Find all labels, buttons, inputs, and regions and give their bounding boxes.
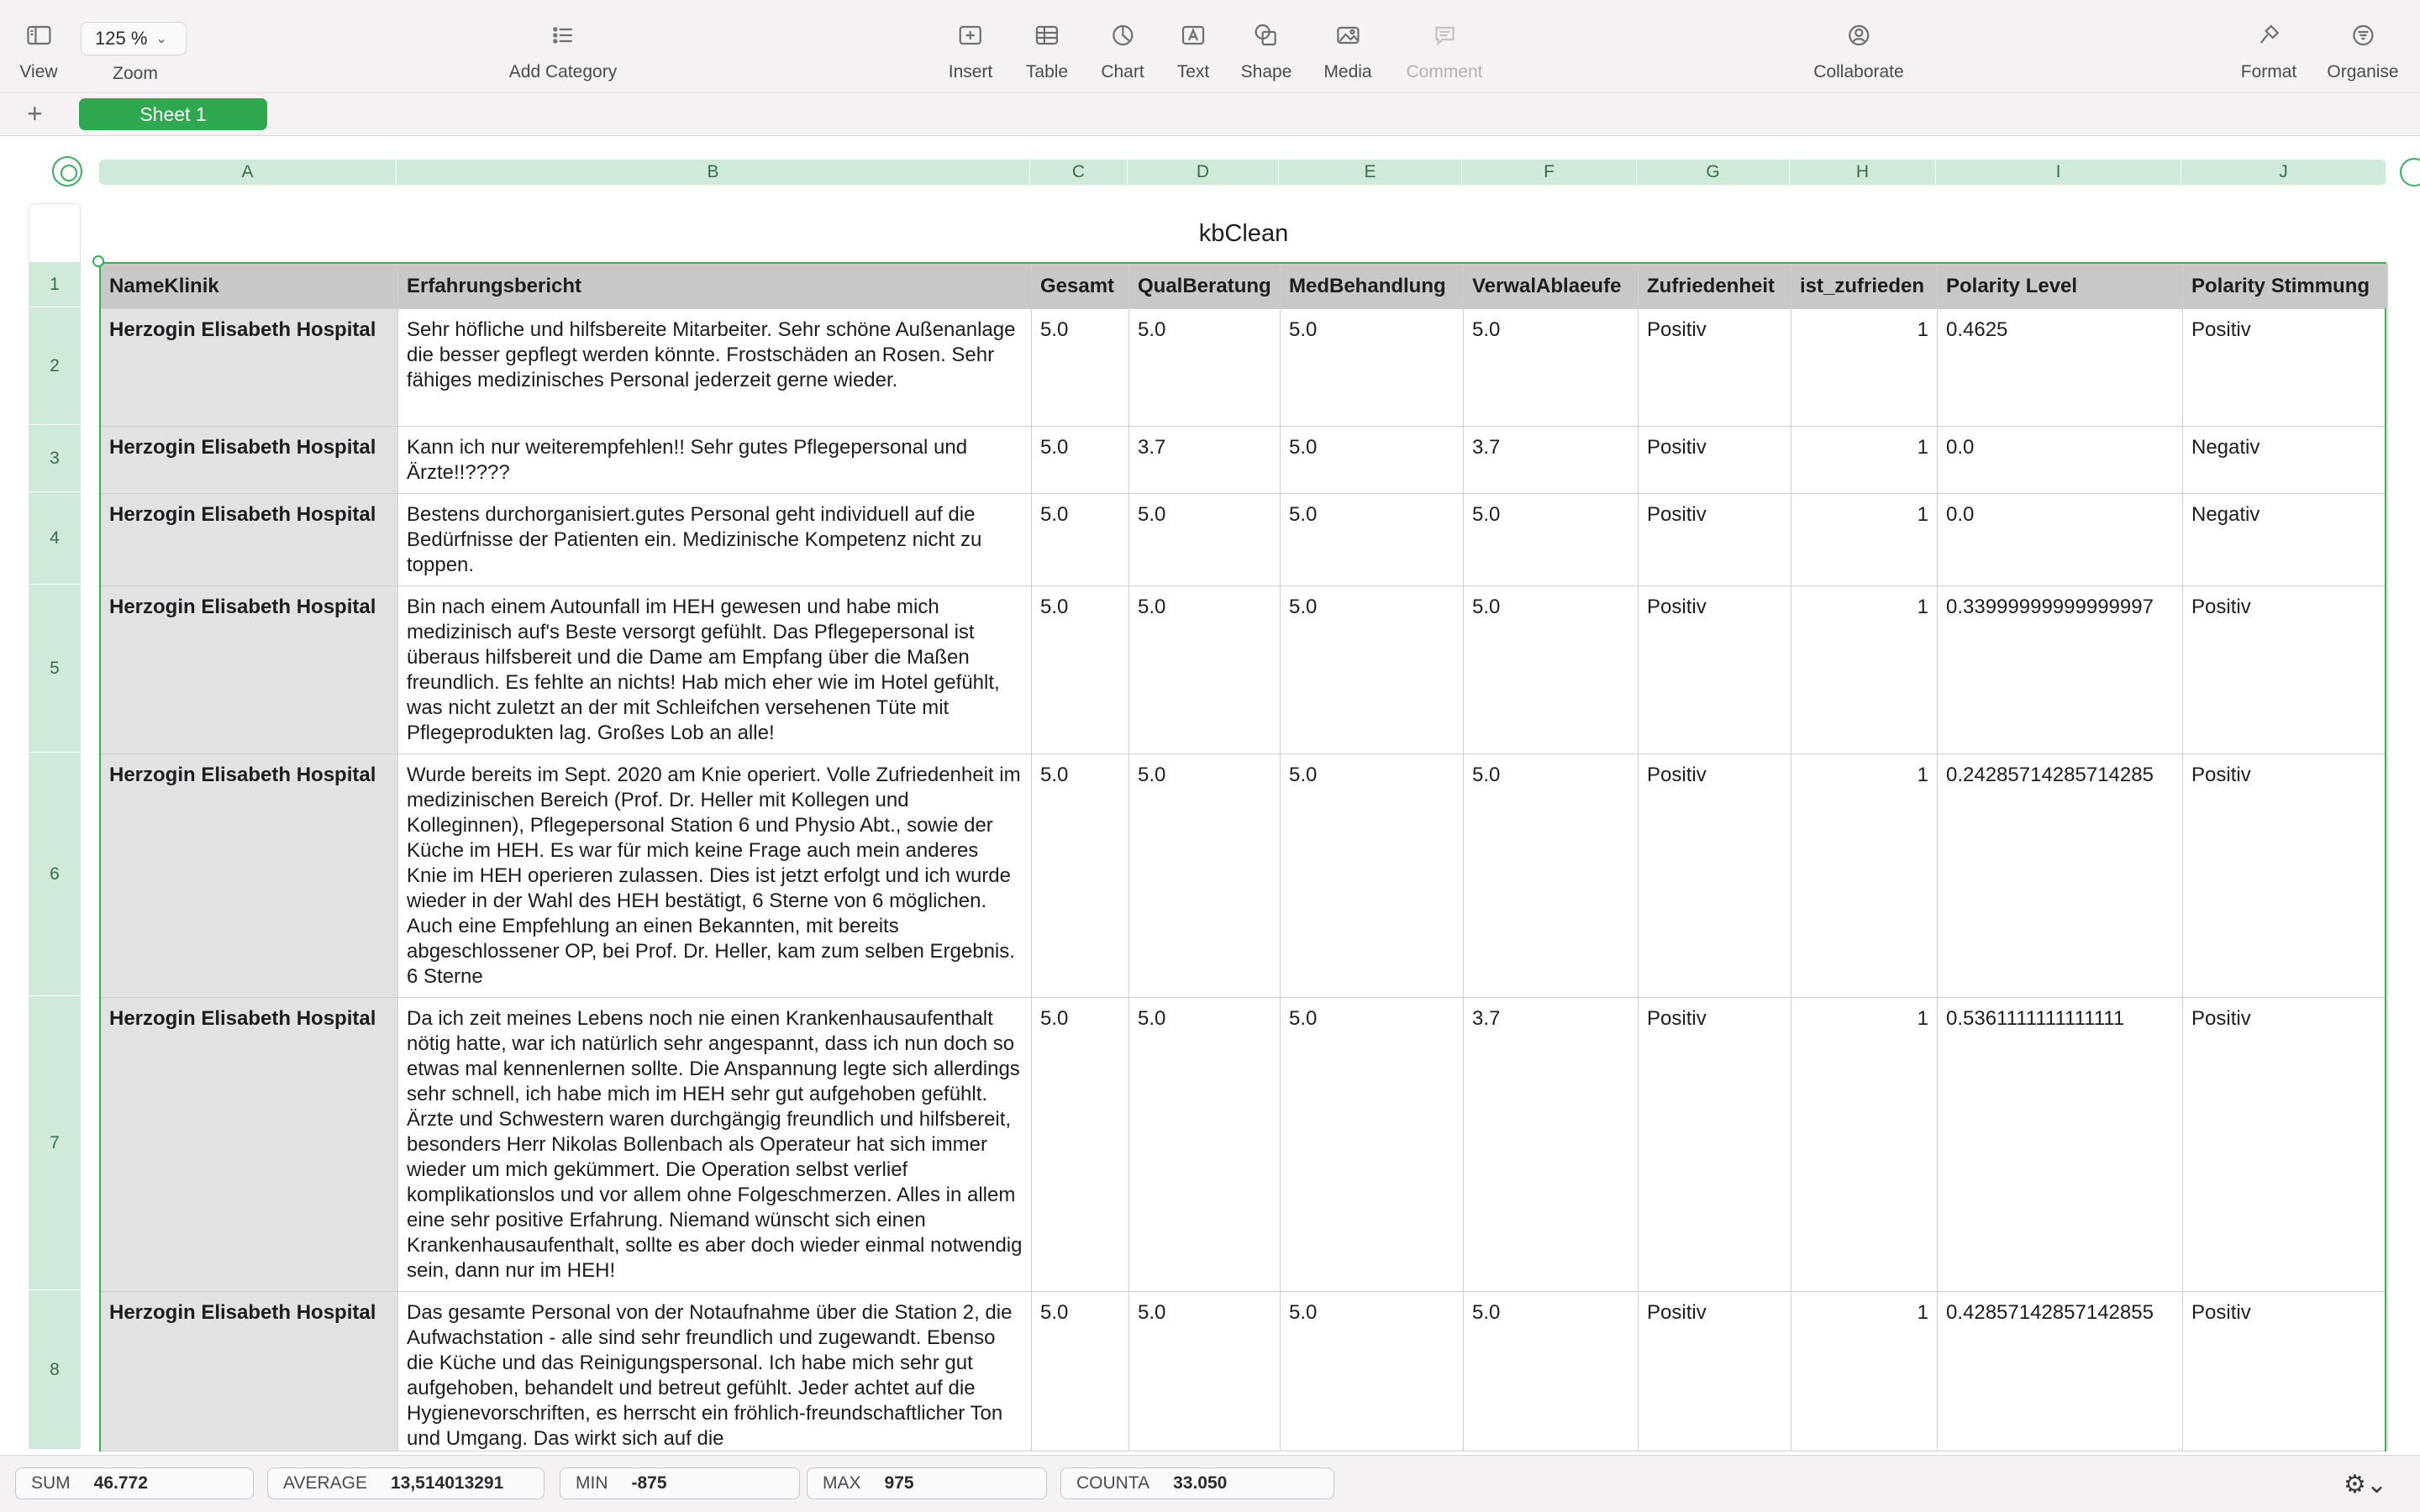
view-button[interactable] <box>19 18 57 82</box>
table-cell[interactable]: 5.0 <box>1129 586 1281 753</box>
row-header-7[interactable]: 7 <box>29 996 81 1290</box>
counta-stat[interactable] <box>1060 1467 1334 1499</box>
add-column-handle[interactable] <box>2400 158 2420 186</box>
photo-icon <box>1331 18 1365 52</box>
table-cell[interactable]: Negativ <box>2183 494 2388 585</box>
toolbar <box>0 0 2420 92</box>
paintbrush-icon <box>2252 18 2286 52</box>
table-cell[interactable]: 1 <box>1791 586 1938 753</box>
counta-value: 33.050 <box>1173 1473 1228 1493</box>
table-cell[interactable]: Positiv <box>2183 586 2388 753</box>
table-row <box>101 494 2385 586</box>
table-cell[interactable]: Positiv <box>2183 754 2388 997</box>
shape-icon <box>1249 18 1283 52</box>
column-header-h[interactable]: H <box>1790 160 1936 185</box>
table-cell[interactable]: 5.0 <box>1464 1292 1639 1451</box>
table-cell[interactable]: 5.0 <box>1129 754 1281 997</box>
column-header-b[interactable]: B <box>397 160 1030 185</box>
sidebar-icon <box>22 18 55 52</box>
table-header-row <box>101 264 2385 309</box>
table-cell[interactable]: Das gesamte Personal von der Notaufnahme über die Station 2, die Aufwachstation - alle sind sehr freundlich und zugewandt. Ebenso die Küche und das Reinigungspersonal. Ich habe mich sehr gut aufgehoben, behandelt und betreut gefühlt. Jeder achtet auf die Hygienevorschriften, es herrscht ein fröhlich-freundschaftlicher Ton und Umgang. Das wirkt sich auf die <box>398 1292 1032 1451</box>
zoom-label: Zoom <box>113 64 158 83</box>
text-button[interactable] <box>1176 18 1210 82</box>
format-button[interactable] <box>2241 18 2297 82</box>
row-header-8[interactable]: 8 <box>29 1290 81 1450</box>
collaborate-label: Collaborate <box>1813 62 1904 81</box>
header-cell[interactable]: Zufriedenheit <box>1639 264 1791 308</box>
table-cell[interactable]: 5.0 <box>1129 998 1281 1291</box>
row-header-corner <box>29 203 81 264</box>
organise-label: Organise <box>2327 62 2399 81</box>
row-header-5[interactable]: 5 <box>29 585 81 753</box>
chart-button[interactable] <box>1101 18 1144 82</box>
table-cell[interactable]: Herzogin Elisabeth Hospital <box>101 427 398 493</box>
header-cell[interactable]: Gesamt <box>1032 264 1129 308</box>
table-cell[interactable]: 0.42857142857142855 <box>1938 1292 2183 1451</box>
table-cell[interactable]: Positiv <box>1639 1292 1791 1451</box>
table-cell[interactable]: Herzogin Elisabeth Hospital <box>101 998 398 1291</box>
table-label: Table <box>1025 62 1069 81</box>
table-cell[interactable]: Herzogin Elisabeth Hospital <box>101 754 398 997</box>
table-cell[interactable]: 1 <box>1791 494 1938 585</box>
collaborate-button[interactable] <box>1813 18 1903 82</box>
table-cell[interactable]: 5.0 <box>1464 309 1639 426</box>
table-cell[interactable]: 0.0 <box>1938 494 2183 585</box>
organise-icon <box>2346 18 2380 52</box>
row-header-2[interactable]: 2 <box>29 307 81 425</box>
table-cell[interactable]: 5.0 <box>1464 494 1639 585</box>
table-cell[interactable]: Bestens durchorganisiert.gutes Personal geht individuell auf die Bedürfnisse der Patienten ein. Medizinische Kompetenz nicht zu toppen. <box>398 494 1032 585</box>
header-cell[interactable]: Erfahrungsbericht <box>398 264 1032 308</box>
header-cell[interactable]: Polarity Stimmung <box>2183 264 2388 308</box>
organise-button[interactable] <box>2327 18 2398 82</box>
column-header-e[interactable]: E <box>1279 160 1462 185</box>
column-header-g[interactable]: G <box>1637 160 1790 185</box>
column-header-d[interactable]: D <box>1128 160 1279 185</box>
table-cell[interactable]: 1 <box>1791 1292 1938 1451</box>
table-cell[interactable]: 5.0 <box>1281 754 1464 997</box>
average-stat[interactable] <box>267 1467 544 1499</box>
table-cell[interactable]: Positiv <box>1639 998 1791 1291</box>
chart-label: Chart <box>1101 62 1144 81</box>
comment-label: Comment <box>1406 62 1483 81</box>
table-cell[interactable]: Positiv <box>2183 998 2388 1291</box>
table-cell[interactable]: Herzogin Elisabeth Hospital <box>101 494 398 585</box>
tab-sheet-1[interactable]: Sheet 1 <box>79 98 267 130</box>
header-cell[interactable]: QualBeratung <box>1129 264 1281 308</box>
table-cell[interactable]: 3.7 <box>1464 427 1639 493</box>
table-button[interactable] <box>1026 18 1068 82</box>
table-row <box>101 309 2385 427</box>
list-icon <box>546 18 580 52</box>
table-cell[interactable]: Sehr höfliche und hilfsbereite Mitarbeiter. Sehr schöne Außenanlage die besser gepflegt werden könnte. Frostschäden an Rosen. Sehr fähiges medizinisches Personal jederzeit gerne wieder. <box>398 309 1032 426</box>
header-cell[interactable]: ist_zufrieden <box>1791 264 1938 308</box>
media-label: Media <box>1323 62 1372 81</box>
table-cell[interactable]: Herzogin Elisabeth Hospital <box>101 586 398 753</box>
table-cell[interactable]: 0.33999999999999997 <box>1938 586 2183 753</box>
column-header-j[interactable]: J <box>2181 160 2386 185</box>
table-icon <box>1030 18 1064 52</box>
table-cell[interactable]: 1 <box>1791 427 1938 493</box>
table-cell[interactable]: 5.0 <box>1032 309 1129 426</box>
table-cell[interactable]: Positiv <box>1639 494 1791 585</box>
table-cell[interactable]: 1 <box>1791 998 1938 1291</box>
average-label: AVERAGE <box>283 1473 367 1493</box>
shape-button[interactable] <box>1241 18 1292 82</box>
table-cell[interactable]: Positiv <box>2183 1292 2388 1451</box>
media-button[interactable] <box>1323 18 1371 82</box>
table-cell[interactable]: 5.0 <box>1032 427 1129 493</box>
status-bar <box>0 1455 2420 1512</box>
table-row <box>101 586 2385 754</box>
column-header-f[interactable]: F <box>1462 160 1637 185</box>
table-cell[interactable]: Herzogin Elisabeth Hospital <box>101 1292 398 1451</box>
table-cell[interactable]: Positiv <box>1639 586 1791 753</box>
table-cell[interactable]: 5.0 <box>1032 586 1129 753</box>
average-value: 13,514013291 <box>390 1473 504 1493</box>
table-cell[interactable]: 5.0 <box>1032 494 1129 585</box>
data-table <box>99 262 2386 1452</box>
min-stat[interactable] <box>560 1467 800 1499</box>
select-all-handle[interactable] <box>52 156 82 186</box>
column-header-c[interactable]: C <box>1030 160 1128 185</box>
min-value: -875 <box>631 1473 667 1493</box>
table-cell[interactable]: 5.0 <box>1281 309 1464 426</box>
add-category-label: Add Category <box>508 62 618 81</box>
table-cell[interactable]: Bin nach einem Autounfall im HEH gewesen und habe mich medizinisch auf's Beste versorgt gefühlt. Das Pflegepersonal ist überaus hilfsbereit und die Dame am Empfang über die Maßen freundlich. Es fehlte an nichts! Hab mich eher wie im Hotel gefühlt, was nicht zuletzt an der mit Schleifchen versehenen Tüte mit Pflegeprodukten lag. Großes Lob an alle! <box>398 586 1032 753</box>
table-cell[interactable]: 5.0 <box>1032 998 1129 1291</box>
text-label: Text <box>1176 62 1210 81</box>
shape-label: Shape <box>1240 62 1292 81</box>
insert-label: Insert <box>948 62 993 81</box>
table-cell[interactable]: 0.0 <box>1938 427 2183 493</box>
add-sheet-button[interactable]: + <box>27 98 43 129</box>
counta-label: COUNTA <box>1076 1473 1150 1493</box>
table-cell[interactable]: 1 <box>1791 309 1938 426</box>
table-title[interactable]: kbClean <box>1198 220 1289 247</box>
format-label: Format <box>2240 62 2297 81</box>
max-label: MAX <box>823 1473 861 1493</box>
table-cell[interactable]: 5.0 <box>1281 586 1464 753</box>
comment-button[interactable] <box>1406 18 1482 82</box>
collaborate-icon <box>1842 18 1876 52</box>
insert-button[interactable] <box>949 18 993 82</box>
table-cell[interactable]: 0.24285714285714285 <box>1938 754 2183 997</box>
table-row <box>101 754 2385 998</box>
header-cell[interactable]: MedBehandlung <box>1281 264 1464 308</box>
table-row <box>101 998 2385 1292</box>
chevron-down-icon: ⌄ <box>155 32 167 46</box>
header-cell[interactable]: Polarity Level <box>1938 264 2183 308</box>
table-cell[interactable]: 3.7 <box>1464 998 1639 1291</box>
spreadsheet-canvas <box>0 136 2420 1455</box>
row-header-1[interactable]: 1 <box>29 262 81 307</box>
table-cell[interactable]: 3.7 <box>1129 427 1281 493</box>
table-cell[interactable]: 5.0 <box>1281 998 1464 1291</box>
header-cell[interactable]: VerwalAblaeufe <box>1464 264 1639 308</box>
column-header-a[interactable]: A <box>99 160 397 185</box>
column-header-i[interactable]: I <box>1936 160 2181 185</box>
table-cell[interactable]: Wurde bereits im Sept. 2020 am Knie operiert. Volle Zufriedenheit im medizinischen Bereich (Prof. Dr. Heller mit Kollegen und Kolleginnen), Pflegepersonal Station 6 und Physio Abt., sowie der Küche im HEH. Es war für mich keine Frage auch mein anderes Knie im HEH operieren zulassen. Dies ist jetzt erfolgt und ich wurde wieder in der Wahl des HEH bestätigt, 6 Sterne von 6 möglichen. Auch eine Empfehlung an einen Bekannten, mit bereits abgeschlossener OP, bei Prof. Dr. Heller, kam zum selben Ergebnis. 6 Sterne <box>398 754 1032 997</box>
table-cell[interactable]: 5.0 <box>1281 427 1464 493</box>
row-header-6[interactable]: 6 <box>29 753 81 996</box>
table-cell[interactable]: 5.0 <box>1032 1292 1129 1451</box>
max-value: 975 <box>884 1473 914 1493</box>
table-row <box>101 1292 2385 1452</box>
table-cell[interactable]: 5.0 <box>1129 1292 1281 1451</box>
table-cell[interactable]: 5.0 <box>1464 586 1639 753</box>
view-label: View <box>19 62 58 81</box>
table-move-handle[interactable] <box>92 255 104 267</box>
sum-stat[interactable] <box>15 1467 254 1499</box>
add-category-button[interactable] <box>509 18 617 82</box>
text-box-icon <box>1176 18 1210 52</box>
row-header-4[interactable]: 4 <box>29 492 81 585</box>
table-cell[interactable]: 5.0 <box>1281 494 1464 585</box>
table-row <box>101 427 2385 494</box>
pie-chart-icon <box>1106 18 1139 52</box>
sum-value: 46.772 <box>93 1473 148 1493</box>
table-cell[interactable]: Negativ <box>2183 427 2388 493</box>
table-cell[interactable]: Positiv <box>1639 754 1791 997</box>
gear-icon[interactable]: ⚙⌄ <box>2343 1470 2388 1499</box>
zoom-value: 125 % <box>95 28 148 49</box>
table-cell[interactable]: 5.0 <box>1032 754 1129 997</box>
insert-icon <box>954 18 987 52</box>
table-cell[interactable]: 5.0 <box>1129 494 1281 585</box>
table-cell[interactable]: Positiv <box>1639 427 1791 493</box>
table-cell[interactable]: 0.5361111111111111 <box>1938 998 2183 1291</box>
table-cell[interactable]: Kann ich nur weiterempfehlen!! Sehr gutes Pflegepersonal und Ärzte!!???? <box>398 427 1032 493</box>
row-header-3[interactable]: 3 <box>29 425 81 492</box>
table-cell[interactable]: 5.0 <box>1281 1292 1464 1451</box>
sheet-tab-bar <box>0 92 2420 136</box>
column-header-bar <box>99 160 2386 185</box>
max-stat[interactable] <box>807 1467 1047 1499</box>
table-cell[interactable]: Herzogin Elisabeth Hospital <box>101 309 398 426</box>
comment-icon <box>1428 18 1461 52</box>
table-cell[interactable]: Da ich zeit meines Lebens noch nie einen Krankenhausaufenthalt nötig hatte, war ich natürlich sehr angespannt, dass ich nun doch so etwas mal kennenlernen sollte. Die Anspannung legte sich allerdings sehr schnell, ich habe mich im HEH sehr gut aufgehoben gefühlt. Ärzte und Schwestern waren durchgängig freundlich und hilfsbereit, besonders Herr Nikolas Bollenbach als Operateur hat sich immer wieder um mich gekümmert. Die Operation selbst verlief komplikationslos und vor allem ohne Folgeschmerzen. Alles in allem eine sehr positive Erfahrung. Niemand wünscht sich einen Krankenhausaufenthalt, sollte es aber doch wieder einmal notwendig sein, dann nur im HEH! <box>398 998 1032 1291</box>
table-cell[interactable]: 5.0 <box>1129 309 1281 426</box>
table-cell[interactable]: 1 <box>1791 754 1938 997</box>
table-cell[interactable]: Positiv <box>2183 309 2388 426</box>
table-cell[interactable]: Positiv <box>1639 309 1791 426</box>
sum-label: SUM <box>31 1473 71 1493</box>
table-cell[interactable]: 5.0 <box>1464 754 1639 997</box>
min-label: MIN <box>576 1473 608 1493</box>
table-cell[interactable]: 0.4625 <box>1938 309 2183 426</box>
header-cell[interactable]: NameKlinik <box>101 264 398 308</box>
zoom-select[interactable] <box>81 22 187 55</box>
